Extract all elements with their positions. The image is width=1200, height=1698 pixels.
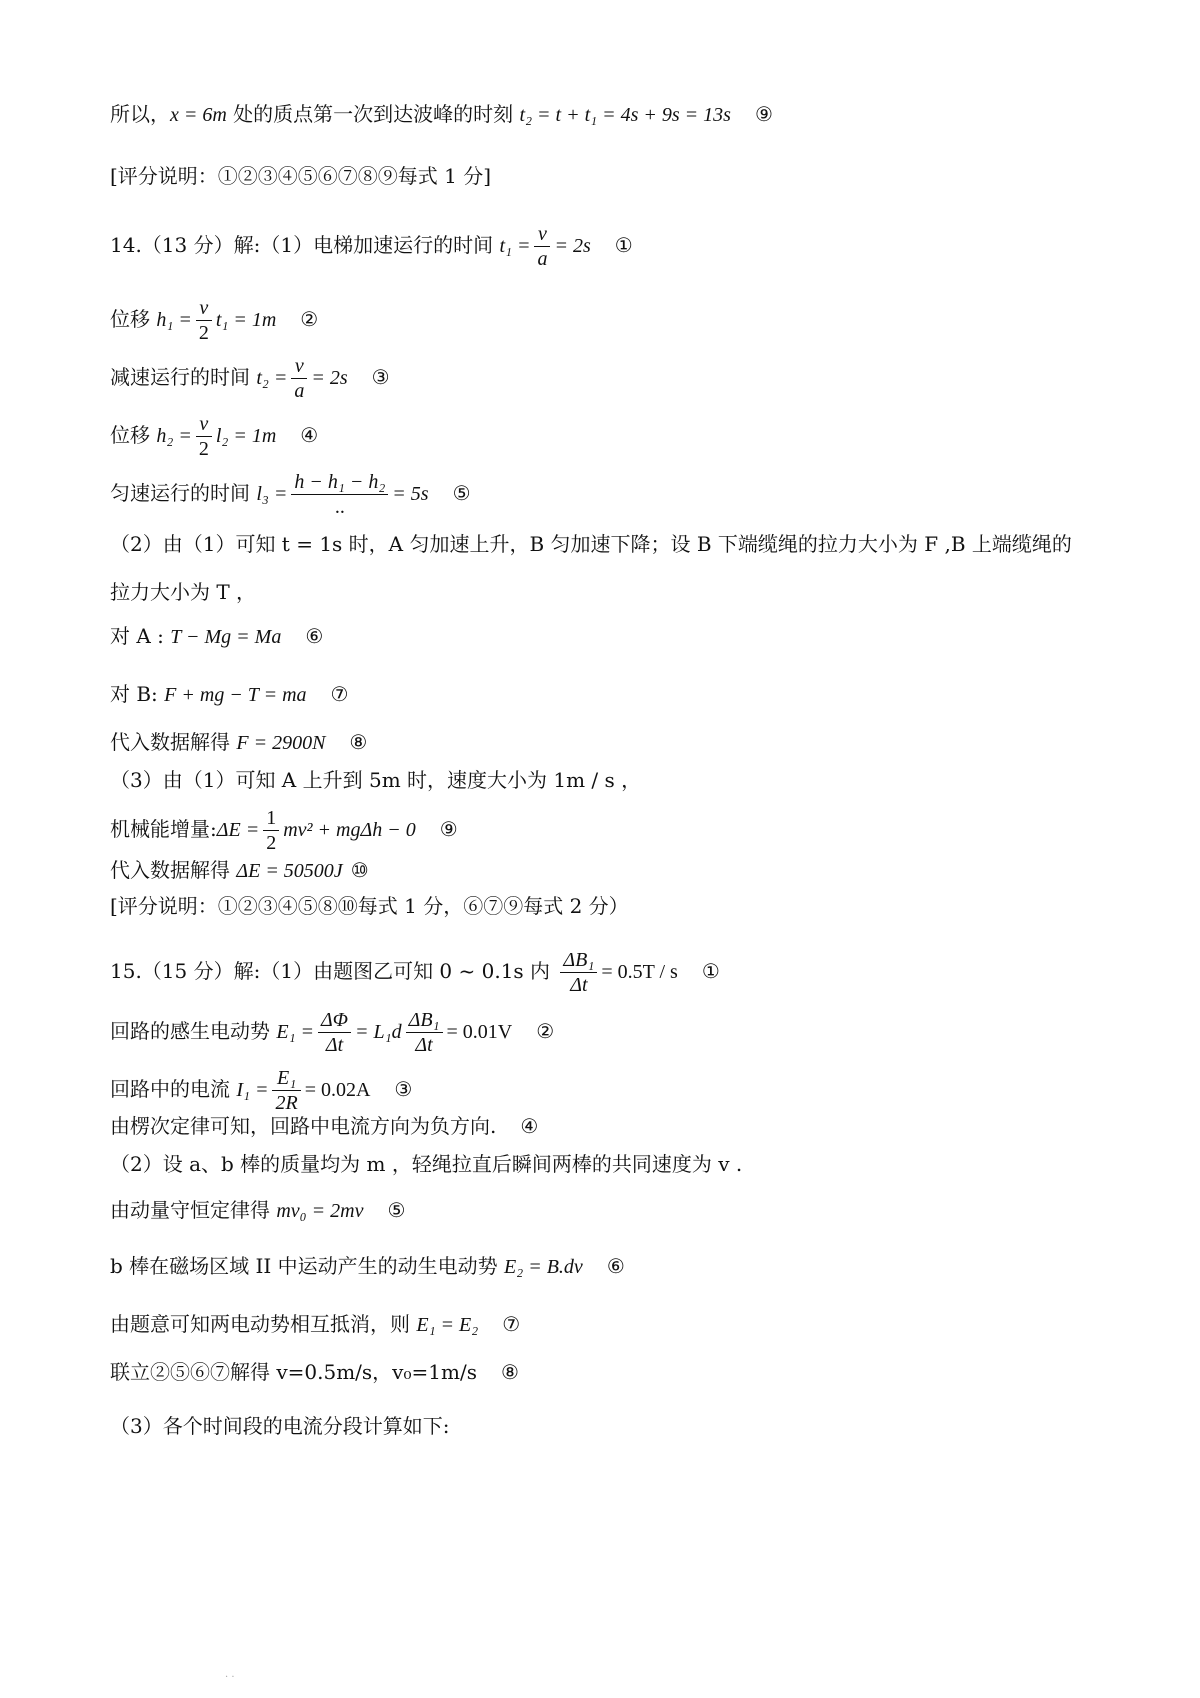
denominator: a bbox=[294, 380, 305, 402]
circled-number: ② bbox=[536, 1019, 555, 1043]
equation: = L₁d bbox=[355, 1021, 402, 1043]
equation: t₂ = bbox=[256, 367, 288, 389]
circled-number: ⑧ bbox=[500, 1360, 519, 1384]
line-q14-8 bbox=[110, 622, 323, 651]
fraction bbox=[534, 222, 550, 271]
text: 所以， bbox=[110, 102, 170, 126]
equation: E₁ = bbox=[276, 1021, 315, 1043]
circled-number: ⑥ bbox=[606, 1254, 625, 1278]
circled-number: ③ bbox=[394, 1077, 413, 1101]
denominator: 2 bbox=[198, 322, 209, 344]
line-q14-10 bbox=[110, 728, 367, 757]
equation: ΔE = bbox=[216, 819, 260, 841]
text: 拉力大小为 T ， bbox=[110, 580, 257, 604]
text: 回路的感生电动势 bbox=[110, 1019, 277, 1043]
footer-marks: · · bbox=[225, 1672, 235, 1683]
numerator: ΔΦ bbox=[318, 1008, 351, 1033]
circled-number: ⑤ bbox=[387, 1198, 406, 1222]
scoring-note: [评分说明：①②③④⑤⑥⑦⑧⑨每式 1 分] bbox=[110, 164, 492, 188]
line-scoring-2 bbox=[110, 892, 629, 920]
equation: x = 6m bbox=[170, 104, 227, 126]
denominator: Δt bbox=[570, 974, 588, 996]
fraction bbox=[263, 806, 279, 855]
text: （3）各个时间段的电流分段计算如下: bbox=[110, 1414, 450, 1438]
circled-number: ⑦ bbox=[330, 682, 349, 706]
text: 位移 bbox=[110, 423, 157, 447]
equation: = 5s bbox=[392, 483, 429, 505]
circled-number: ⑨ bbox=[754, 102, 773, 126]
line-q14-11 bbox=[110, 766, 641, 794]
circled-number: ⑩ bbox=[350, 858, 369, 882]
text: 减速运行的时间 bbox=[110, 365, 257, 389]
equation: = 0.5T / s bbox=[601, 961, 678, 983]
text: 由楞次定律可知，回路中电流方向为负方向. bbox=[110, 1114, 497, 1138]
equation: T − Mg = Ma bbox=[170, 626, 282, 648]
numerator: ΔB₁ bbox=[560, 948, 597, 973]
circled-number: ④ bbox=[300, 423, 319, 447]
line-q15-9 bbox=[110, 1358, 519, 1386]
text: 由题意可知两电动势相互抵消，则 bbox=[110, 1312, 417, 1336]
equation: = 2s bbox=[311, 367, 348, 389]
numerator: v bbox=[291, 354, 307, 379]
equation: mv₀ = 2mv bbox=[276, 1200, 364, 1222]
text: 联立②⑤⑥⑦解得 v=0.5m/s，v₀=1m/s bbox=[110, 1360, 477, 1384]
circled-number: ③ bbox=[371, 365, 390, 389]
fraction bbox=[560, 948, 597, 997]
line-q15-2 bbox=[110, 1008, 554, 1057]
numerator: E₁ bbox=[272, 1066, 300, 1091]
line-q15-10 bbox=[110, 1412, 449, 1440]
fraction bbox=[196, 296, 212, 345]
equation: mv² + mgΔh − 0 bbox=[283, 819, 416, 841]
text: （2）由（1）可知 t = 1s 时，A 匀加速上升，B 匀加速下降；设 B 下端缆绳的拉力大小为 F ,B 上端缆绳的 bbox=[110, 532, 1072, 556]
line-q14-12 bbox=[110, 806, 458, 855]
equation: l₂ = 1m bbox=[215, 425, 277, 447]
fraction bbox=[406, 1008, 443, 1057]
equation: h₂ = bbox=[156, 425, 192, 447]
circled-number: ⑤ bbox=[452, 481, 471, 505]
line-1 bbox=[110, 100, 773, 129]
text: 对 A : bbox=[110, 624, 171, 648]
text: 由动量守恒定律得 bbox=[110, 1198, 277, 1222]
text: 回路中的电流 bbox=[110, 1077, 237, 1101]
line-q14-3 bbox=[110, 354, 390, 403]
line-q15-4 bbox=[110, 1112, 538, 1140]
denominator: .. bbox=[334, 496, 345, 518]
denominator: 2 bbox=[198, 438, 209, 460]
line-q15-5 bbox=[110, 1150, 742, 1178]
numerator: h − h₁ − h₂ bbox=[291, 470, 388, 495]
denominator: Δt bbox=[325, 1034, 344, 1056]
text: 处的质点第一次到达波峰的时刻 bbox=[226, 102, 520, 126]
line-q14-2 bbox=[110, 296, 318, 345]
text: 代入数据解得 bbox=[110, 730, 237, 754]
equation: t₁ = 1m bbox=[215, 309, 277, 331]
line-q15-6 bbox=[110, 1196, 405, 1225]
line-q15-7 bbox=[110, 1252, 625, 1281]
numerator: v bbox=[196, 296, 212, 321]
line-q14-7 bbox=[110, 578, 256, 606]
line-q14-1 bbox=[110, 222, 633, 271]
line-q15-8 bbox=[110, 1310, 520, 1339]
text: 匀速运行的时间 bbox=[110, 481, 257, 505]
circled-number: ⑥ bbox=[305, 624, 324, 648]
numerator: v bbox=[534, 222, 550, 247]
text: （3）由（1）可知 A 上升到 5m 时，速度大小为 1m / s ， bbox=[110, 768, 642, 792]
line-scoring-1 bbox=[110, 162, 491, 190]
scoring-note: [评分说明：①②③④⑤⑧⑩每式 1 分，⑥⑦⑨每式 2 分） bbox=[110, 894, 629, 918]
line-q15-3 bbox=[110, 1066, 412, 1115]
equation: h₁ = bbox=[156, 309, 192, 331]
denominator: a bbox=[537, 248, 548, 270]
text: 14.（13 分）解:（1）电梯加速运行的时间 bbox=[110, 233, 500, 257]
fraction bbox=[318, 1008, 351, 1057]
equation: = 0.02A bbox=[304, 1079, 371, 1101]
numerator: 1 bbox=[263, 806, 279, 831]
equation: ΔE = 50500J bbox=[236, 860, 343, 882]
equation: F + mg − T = ma bbox=[164, 684, 307, 706]
equation: I₁ = bbox=[236, 1079, 269, 1101]
text: 对 B: bbox=[110, 682, 165, 706]
circled-number: ② bbox=[300, 307, 319, 331]
equation: E₂ = B.dv bbox=[504, 1256, 583, 1278]
fraction bbox=[196, 412, 212, 461]
line-q14-13 bbox=[110, 856, 369, 885]
equation: E₁ = E₂ bbox=[416, 1314, 479, 1336]
circled-number: ⑨ bbox=[439, 817, 458, 841]
text: b 棒在磁场区域 II 中运动产生的动生电动势 bbox=[110, 1254, 505, 1278]
text: （2）设 a、b 棒的质量均为 m ，轻绳拉直后瞬间两棒的共同速度为 v . bbox=[110, 1152, 743, 1176]
line-q14-6 bbox=[110, 530, 1072, 558]
text: 机械能增量: bbox=[110, 817, 217, 841]
text: 15.（15 分）解:（1）由题图乙可知 0 ~ 0.1s 内 bbox=[110, 959, 557, 983]
fraction bbox=[291, 470, 388, 519]
fraction bbox=[291, 354, 307, 403]
circled-number: ① bbox=[614, 233, 633, 257]
text: 代入数据解得 bbox=[110, 858, 237, 882]
fraction bbox=[272, 1066, 300, 1115]
equation: t₁ = bbox=[499, 235, 531, 257]
equation: = 0.01V bbox=[446, 1021, 513, 1043]
circled-number: ⑦ bbox=[502, 1312, 521, 1336]
circled-number: ⑧ bbox=[349, 730, 368, 754]
line-q14-4 bbox=[110, 412, 318, 461]
line-q15-1 bbox=[110, 948, 720, 997]
denominator: 2R bbox=[275, 1092, 298, 1114]
equation: F = 2900N bbox=[236, 732, 326, 754]
equation: t₂ = t + t₁ = 4s + 9s = 13s bbox=[519, 104, 731, 126]
equation: = 2s bbox=[554, 235, 591, 257]
circled-number: ④ bbox=[520, 1114, 539, 1138]
denominator: Δt bbox=[415, 1034, 433, 1056]
circled-number: ① bbox=[701, 959, 720, 983]
equation: l₃ = bbox=[256, 483, 288, 505]
denominator: 2 bbox=[266, 832, 277, 854]
line-q14-5 bbox=[110, 470, 471, 519]
numerator: ΔB₁ bbox=[406, 1008, 443, 1033]
text: 位移 bbox=[110, 307, 157, 331]
line-q14-9 bbox=[110, 680, 348, 709]
numerator: v bbox=[196, 412, 212, 437]
